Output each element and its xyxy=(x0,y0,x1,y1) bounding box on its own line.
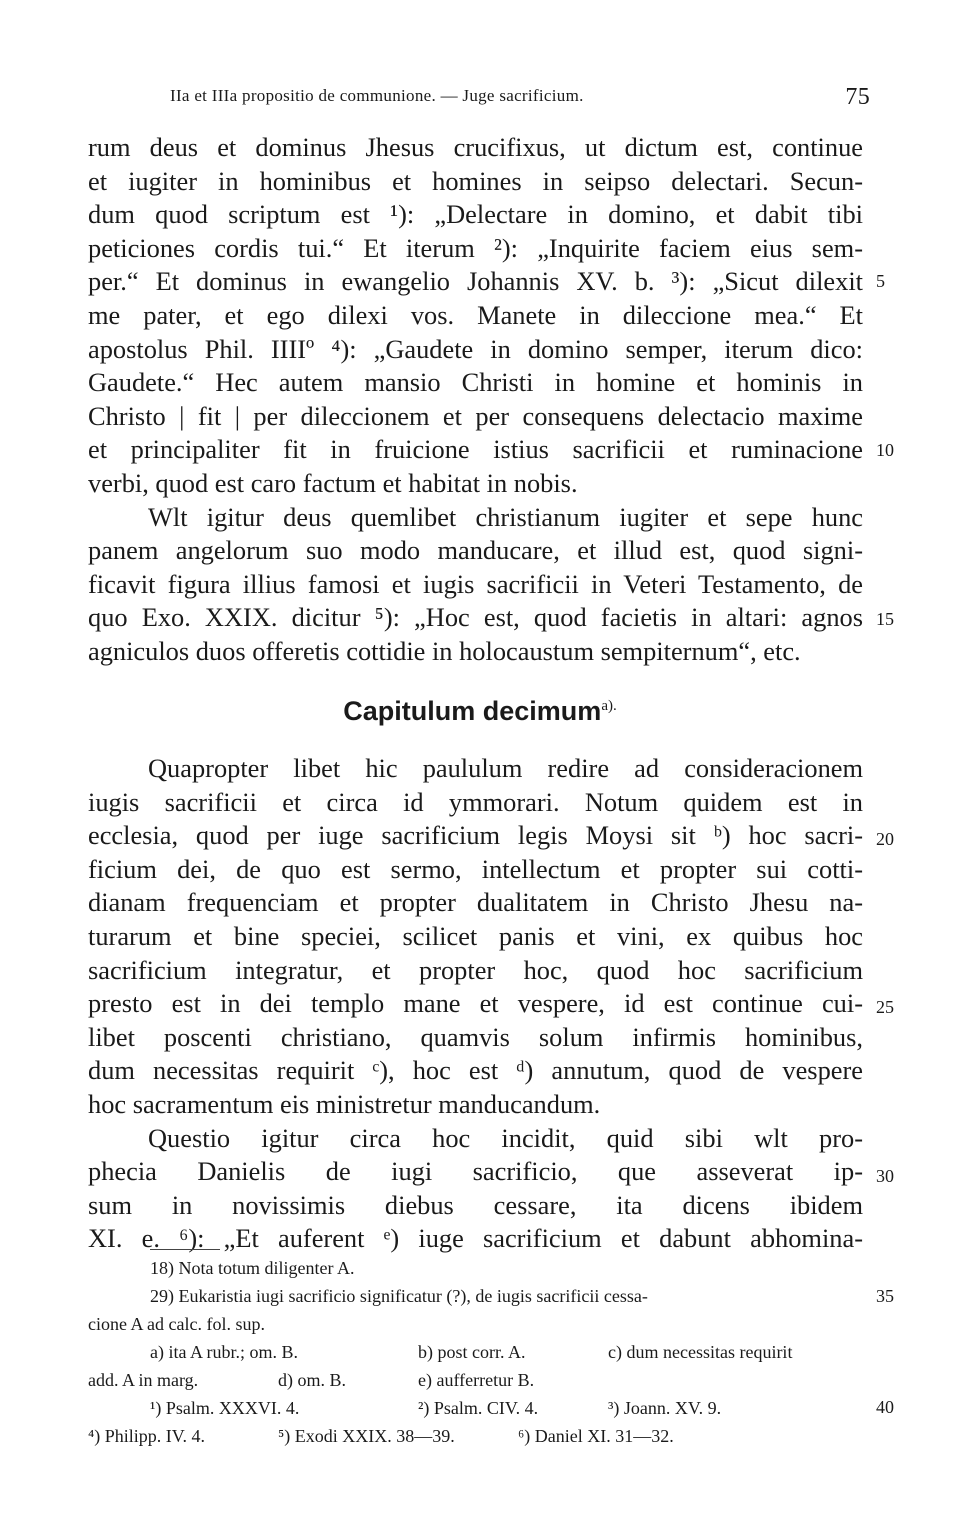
critical-notes-row xyxy=(88,1338,863,1366)
text-line: dum quod scriptum est ¹): „Delectare in domino, et dabit tibi xyxy=(88,199,863,230)
chapter-note-mark: a). xyxy=(601,698,617,714)
text-line: ecclesia, quod per iuge sacrificium legis Moysi sit ᵇ) hoc sacri- xyxy=(88,820,863,851)
line-number: 15 xyxy=(876,609,894,629)
line-number: 10 xyxy=(876,440,894,460)
text-line: agniculos duos offeretis cottidie in holocaustum sempiternum“, etc. xyxy=(88,635,801,666)
footnote-divider xyxy=(150,1249,220,1250)
text-line: et iugiter in hominibus et homines in seipso delectari. Secun- xyxy=(88,165,863,196)
source-note: ²) Psalm. CIV. 4. xyxy=(418,1398,539,1418)
page-number: 75 xyxy=(845,84,870,110)
critical-note: a) ita A rubr.; om. B. xyxy=(150,1342,298,1362)
margin-note: cione A ad calc. fol. sup. xyxy=(88,1314,265,1334)
source-notes-row xyxy=(88,1394,863,1422)
main-text-top xyxy=(88,131,863,669)
line-number: 35 xyxy=(876,1286,894,1306)
text-line: turarum et bine speciei, scilicet panis et vini, ex quibus hoc xyxy=(88,920,863,951)
source-note: ³) Joann. XV. 9. xyxy=(608,1398,722,1418)
line-number: 30 xyxy=(876,1166,894,1186)
critical-note: d) om. B. xyxy=(278,1370,347,1390)
text-line: Gaudete.“ Hec autem mansio Christi in homine et hominis in xyxy=(88,367,863,398)
line-number: 40 xyxy=(876,1397,894,1417)
text-line: sacrificium integratur, et propter hoc, quod hoc sacrificium xyxy=(88,954,863,985)
text-line: ficium dei, de quo est sermo, intellectum et propter sui cotti- xyxy=(88,853,863,884)
text-line: panem angelorum suo modo manducare, et illud est, quod signi- xyxy=(88,535,863,566)
line-number: 25 xyxy=(876,997,894,1017)
line-number: 20 xyxy=(876,829,894,849)
critical-notes-row xyxy=(88,1366,863,1394)
running-header xyxy=(170,86,870,116)
critical-note: b) post corr. A. xyxy=(418,1342,526,1362)
margin-note: 18) Nota totum diligenter A. xyxy=(150,1258,355,1278)
text-line: presto est in dei templo mane et vespere, id est continue cui- xyxy=(88,988,863,1019)
text-line: ficavit figura illius famosi et iugis sacrificii in Veteri Testamento, de xyxy=(88,568,863,599)
text-line: Quapropter libet hic paululum redire ad consideracionem xyxy=(148,753,863,783)
line-number: 5 xyxy=(876,271,885,291)
source-notes-row xyxy=(88,1422,863,1450)
text-line: per.“ Et dominus in ewangelio Johannis XV. b. ³): „Sicut dilexit xyxy=(88,266,863,297)
main-text-bottom xyxy=(88,752,863,1256)
text-line: Wlt igitur deus quemlibet christianum iugiter et sepe hunc xyxy=(148,501,863,532)
text-line: et principaliter fit in fruicione istius sacrificii et ruminacione xyxy=(88,434,863,465)
text-line: hoc sacramentum eis ministretur manducandum. xyxy=(88,1088,601,1119)
text-line: libet poscenti christiano, quamvis solum infirmis hominibus, xyxy=(88,1021,863,1052)
margin-note: 29) Eukaristia iugi sacrificio significatur (?), de iugis sacrificii cessa- xyxy=(150,1286,648,1306)
text-line: dianam frequenciam et propter dualitatem in Christo Jhesu na- xyxy=(88,887,863,918)
text-line: Christo | fit | per dileccionem et per consequens delectacio maxime xyxy=(88,400,863,431)
text-line: iugis sacrificii et circa id ymmorari. Notum quidem est in xyxy=(88,786,863,817)
footnotes xyxy=(88,1254,863,1450)
text-line: dum necessitas requirit ᶜ), hoc est ᵈ) annutum, quod de vespere xyxy=(88,1055,863,1086)
text-line: apostolus Phil. IIIIº ⁴): „Gaudete in domino semper, iterum dico: xyxy=(88,333,863,364)
chapter-title: Capitulum decimum xyxy=(343,696,602,726)
text-line: XI. e. ⁶): „Et auferent ᵉ) iuge sacrificium et dabunt abhomina- xyxy=(88,1223,863,1254)
chapter-heading xyxy=(0,696,960,727)
text-line: verbi, quod est caro factum et habitat in nobis. xyxy=(88,467,578,498)
source-note: ⁵) Exodi XXIX. 38—39. xyxy=(278,1426,455,1446)
critical-note: c) dum necessitas requirit xyxy=(608,1342,793,1362)
source-note: ⁴) Philipp. IV. 4. xyxy=(88,1426,205,1446)
text-line: me pater, et ego dilexi vos. Manete in dileccione mea.“ Et xyxy=(88,299,863,330)
source-note: ⁶) Daniel XI. 31—32. xyxy=(518,1426,674,1446)
text-line: phecia Danielis de iugi sacrificio, que asseverat ip- xyxy=(88,1156,863,1187)
text-line: Questio igitur circa hoc incidit, quid sibi wlt pro- xyxy=(148,1122,863,1153)
critical-note: e) aufferretur B. xyxy=(418,1370,535,1390)
text-line: rum deus et dominus Jhesus crucifixus, ut dictum est, continue xyxy=(88,132,863,162)
running-title: IIa et IIIa propositio de communione. — Juge sacrificium. xyxy=(170,86,584,105)
text-line: peticiones cordis tui.“ Et iterum ²): „Inquirite faciem eius sem- xyxy=(88,232,863,263)
critical-note: add. A in marg. xyxy=(88,1370,199,1390)
text-line: quo Exo. XXIX. dicitur ⁵): „Hoc est, quod facietis in altari: agnos xyxy=(88,602,863,633)
source-note: ¹) Psalm. XXXVI. 4. xyxy=(150,1398,300,1418)
text-line: sum in novissimis diebus cessare, ita dicens ibidem xyxy=(88,1189,863,1220)
